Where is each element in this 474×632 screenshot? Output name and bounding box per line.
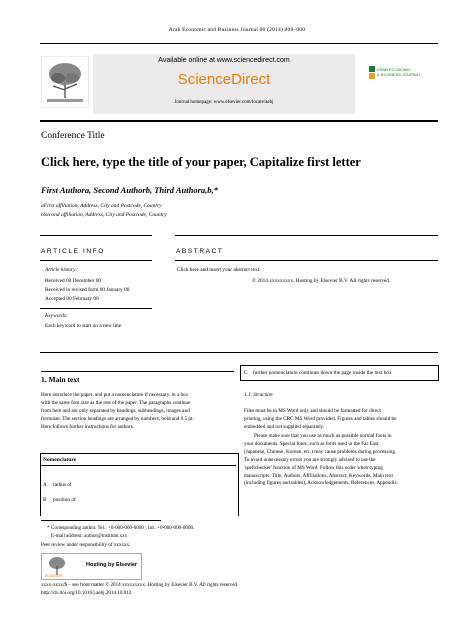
conference-title: Conference Title [41,131,105,141]
journal-logo-text: ARAB ECONOMIC & BUSINESS JOURNAL [377,67,421,77]
header-rule [40,43,438,44]
nomenclature-rule [41,465,236,466]
history-accepted: Accepted 00 February 00 [45,296,99,302]
abstract-rule [175,235,438,236]
history-revised: Received in revised form 00 January 00 [45,287,130,293]
corresponding-author-note: * Corresponding author. Tel.: +0-000-000-0000 ; fax: +0-000-000-0000. [47,525,195,531]
abstract-text: Click here and insert your abstract text. [177,267,261,273]
header-bottom-rule [40,120,438,122]
doi-link[interactable]: http://dx.doi.org/10.1016/j.aebj.2014.10.012 [41,590,132,596]
nomenclature-symbol-a: A [43,482,47,488]
hosting-by-elsevier: Hosting by Elsevier [86,562,138,568]
abstract-bottom-rule [40,352,438,353]
main-text-rule [41,371,234,372]
affiliation-b: bSecond affiliation, Address, City and Postcode, Country [41,212,167,218]
main-text-heading: 1. Main text [41,375,80,384]
abstract-subrule [175,260,438,261]
peer-review-note: Peer review under responsibility of xxxxxx. [41,542,131,548]
email-address[interactable]: E-mail address: author@institute.xxx [51,533,128,539]
main-text-paragraph: Here introduce the paper, and put a nomenclature if necessary, in a box with the same font size as the rest of the paper. The paragraphs continue from here and are only separated by headings, subheadings, images and formulae. The section headings are arranged by numbers, bold and 9.5 pt. Here follows further instructions for authors. [41,392,194,430]
abstract-heading: ABSTRACT [176,248,224,255]
article-info-rule [40,235,152,236]
elsevier-small-label: ELSEVIER [45,574,63,578]
structure-paragraph-1: Files must be in MS Word only and should be formatted for direct printing, using the CRC MS Word provided. Figures and tables should be embedded and not supplied separately. [244,408,397,430]
abstract-copyright: © 2014 xxxxxxxxx. Hosting by Elsevier B.V. All rights reserved. [252,278,391,284]
journal-homepage-link[interactable]: Journal homepage: www.elsevier.com/locate/aebj [174,100,274,105]
issn-line: xxxx-xxxx/$ – see front matter © 2014 xxxxxxxxx. Hosting by Elsevier B.V. All rights reserved. [41,582,239,588]
footnote-rule [41,520,161,521]
nomenclature-heading: Nomenclature [43,457,77,463]
structure-paragraph-2: Please make sure that you use as much as possible normal fonts in your documents. Special fonts, such as fonts used in the Far East (Japanese, Chinese, Korean, etc.) may cause problems during processing. To avoid unnecessary errors you are strongly advised to use the 'spellchecker' function of MS Word. Follow this order when typing manuscripts: Title, Authors, Affiliations, Abstract, Keywords, Main text (including figures and tables), Acknowledgements, References, Appendix. [244,433,399,487]
article-info-subrule [40,260,152,261]
available-online-text: Available online at www.sciencedirect.com [158,57,290,64]
journal-header: Arab Economic and Business Journal 00 (2014) 000–000 [168,27,306,33]
article-history-label: Article history: [45,267,78,273]
structure-heading: 1.1. Structure [244,392,273,398]
keywords-label: Keywords: [45,313,68,319]
nomenclature-symbol-b: B [43,497,47,503]
nomenclature-text-b: position of [53,497,76,503]
paper-title: Click here, type the title of your paper, Capitalize first letter [41,155,361,169]
elsevier-tree-logo [41,56,89,108]
nomenclature-symbol-c: C [244,370,248,376]
history-received: Received 00 December 00 [45,278,102,284]
keywords-text: Each keyword to start on a new line [45,323,122,329]
sciencedirect-brand[interactable]: ScienceDirect [177,71,271,88]
affiliation-a: aFirst affiliation, Address, City and Postcode, Country [41,203,162,209]
article-info-heading: ARTICLE INFO [41,248,105,255]
hosting-logo-box [41,553,142,580]
keywords-rule [40,308,152,309]
author-list: First Authora, Second Authorb, Third Authora,b,* [41,185,218,195]
nomenclature-text-c: further nomenclature continues down the page inside the text box [253,370,392,376]
nomenclature-text-a: radius of [53,482,72,488]
